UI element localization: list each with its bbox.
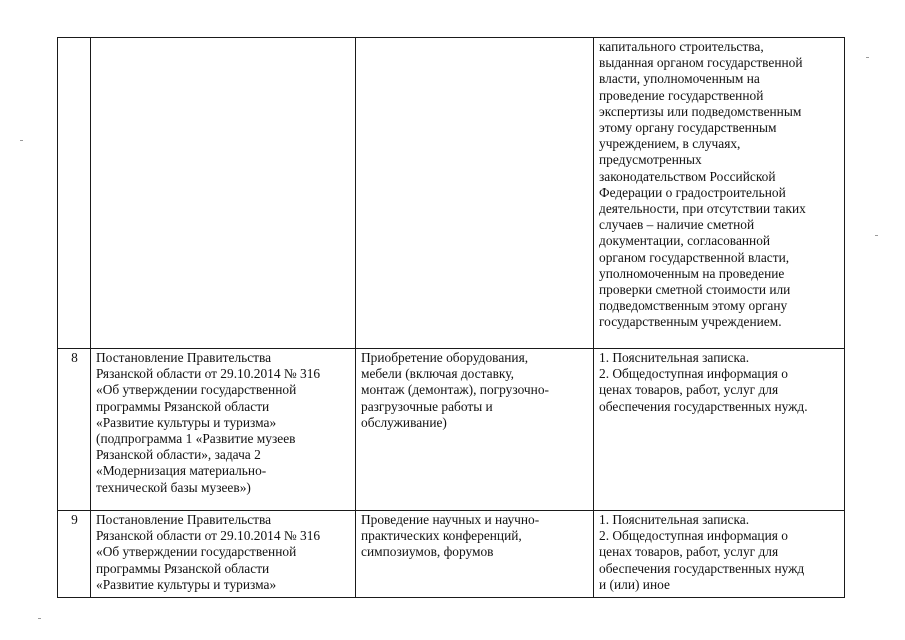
documents-text [599, 350, 840, 415]
basis-cell [91, 349, 356, 511]
row-number-cell: 9 [58, 511, 91, 598]
basis-text [96, 350, 351, 496]
text-line: этому органу государственным [599, 120, 777, 136]
text-line: государственным учреждением. [599, 314, 782, 330]
table-row-8 [58, 349, 845, 511]
text-line: уполномоченным на проведение [599, 265, 785, 281]
text-line: выданная органом государственной [599, 55, 803, 71]
text-line: Рязанской области от 29.10.2014 № 316 [96, 528, 321, 544]
documents-text [599, 39, 840, 331]
text-line: власти, уполномоченным на [599, 71, 760, 87]
text-line: Проведение научных и научно- [361, 512, 540, 527]
text-line: 2. Общедоступная информация о [599, 366, 788, 382]
activity-text [361, 350, 589, 431]
text-line: «Об утверждении государственной [96, 382, 297, 398]
text-line: деятельности, при отсутствии таких [599, 201, 806, 217]
text-line: Постановление Правительства [96, 350, 272, 365]
scan-speck [20, 140, 23, 141]
text-line: проведение государственной [599, 87, 764, 103]
text-line: Приобретение оборудования, [361, 350, 529, 365]
scan-speck [875, 235, 878, 236]
text-line: программы Рязанской области [96, 560, 270, 576]
text-line: 2. Общедоступная информация о [599, 528, 788, 544]
text-line: ценах товаров, работ, услуг для [599, 382, 779, 398]
text-line: программы Рязанской области [96, 398, 270, 414]
row-number-cell [58, 38, 91, 349]
text-line: разгрузочные работы и [361, 398, 493, 414]
activity-cell [356, 511, 594, 598]
table-row-9 [58, 511, 845, 598]
text-line: мебели (включая доставку, [361, 366, 514, 382]
text-line: Рязанской области», задача 2 [96, 447, 261, 463]
text-line: «Развитие культуры и туризма» [96, 414, 277, 430]
text-line: Постановление Правительства [96, 512, 272, 527]
basis-cell [91, 511, 356, 598]
text-line: Федерации о градостроительной [599, 184, 786, 200]
text-line: симпозиумов, форумов [361, 544, 494, 560]
text-line: 1. Пояснительная записка. [599, 512, 750, 527]
text-line: проверки сметной стоимости или [599, 282, 791, 298]
text-line: обслуживание) [361, 414, 447, 430]
documents-cell [594, 511, 845, 598]
text-line: обеспечения государственных нужд. [599, 398, 808, 414]
scan-speck [866, 57, 869, 58]
text-line: случаев – наличие сметной [599, 217, 755, 233]
text-line: капитального строительства, [599, 39, 764, 54]
text-line: «Об утверждении государственной [96, 544, 297, 560]
text-line: предусмотренных [599, 152, 702, 168]
text-line: 1. Пояснительная записка. [599, 350, 750, 365]
activity-cell [356, 38, 594, 349]
text-line: (подпрограмма 1 «Развитие музеев [96, 431, 296, 447]
row-number-cell: 8 [58, 349, 91, 511]
activity-text [361, 512, 589, 561]
table-row-continuation [58, 38, 845, 349]
documents-table [57, 37, 845, 598]
text-line: документации, согласованной [599, 233, 771, 249]
text-line: и (или) иное [599, 576, 670, 592]
text-line: органом государственной власти, [599, 249, 790, 265]
text-line: подведомственным этому органу [599, 298, 788, 314]
documents-text [599, 512, 840, 593]
text-line: обеспечения государственных нужд [599, 560, 805, 576]
text-line: законодательством Российской [599, 168, 776, 184]
documents-cell [594, 38, 845, 349]
basis-text [96, 512, 351, 593]
text-line: технической базы музеев») [96, 479, 251, 495]
documents-cell [594, 349, 845, 511]
text-line: монтаж (демонтаж), погрузочно- [361, 382, 549, 398]
activity-cell [356, 349, 594, 511]
text-line: учреждением, в случаях, [599, 136, 741, 152]
text-line: Рязанской области от 29.10.2014 № 316 [96, 366, 321, 382]
basis-cell [91, 38, 356, 349]
text-line: экспертизы или подведомственным [599, 103, 802, 119]
text-line: ценах товаров, работ, услуг для [599, 544, 779, 560]
scan-speck [38, 618, 41, 619]
text-line: «Развитие культуры и туризма» [96, 576, 277, 592]
text-line: практических конференций, [361, 528, 522, 544]
text-line: «Модернизация материально- [96, 463, 267, 479]
